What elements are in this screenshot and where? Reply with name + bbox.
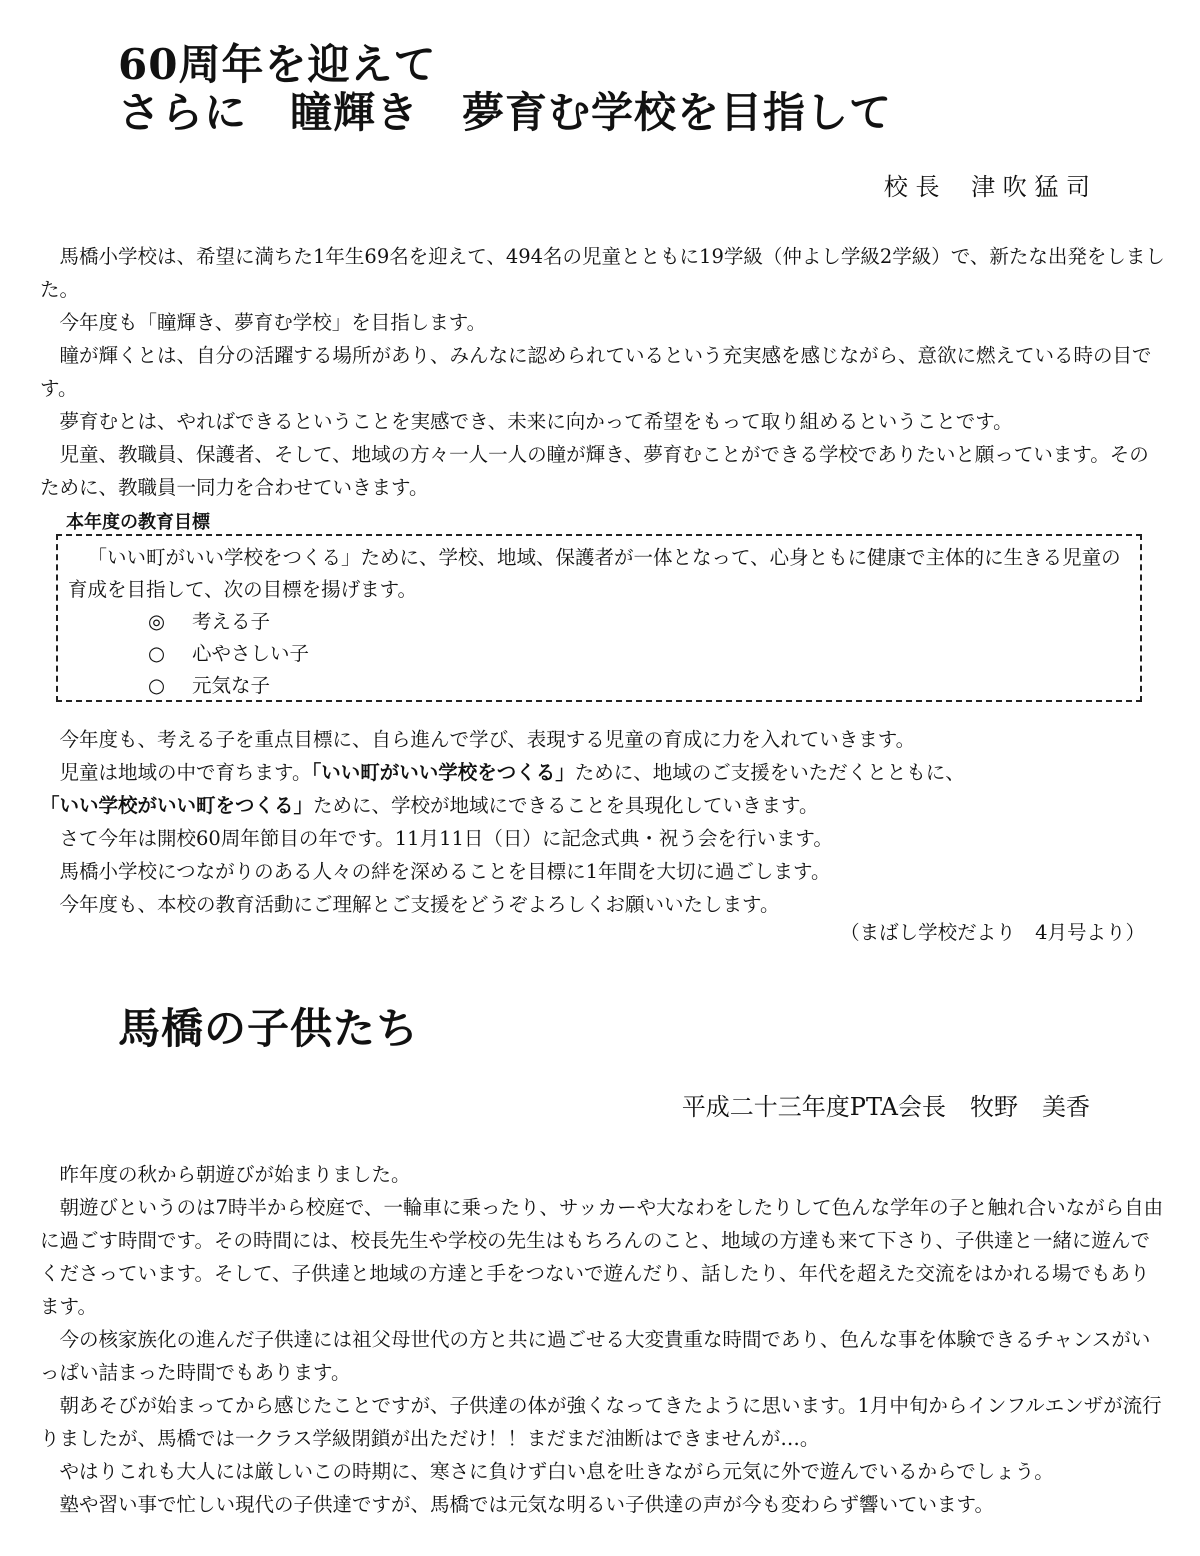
source-note: （まばし学校だより 4月号より） <box>840 921 1145 944</box>
goal-item <box>68 670 1126 702</box>
article1-paragraph: 今年度も「瞳輝き、夢育む学校」を目指します。 <box>59 311 487 334</box>
article1-title-line1: 60周年を迎えて <box>118 40 437 89</box>
goal-text: 元気な子 <box>192 674 271 697</box>
goal-text: 考える子 <box>192 610 271 633</box>
goals-box <box>56 534 1142 702</box>
article2-body <box>40 1158 1165 1521</box>
goals-intro: 「いい町がいい学校をつくる」ために、学校、地域、保護者が一体となって、心身ともに健康で主体的に生きる児童の育成を目指して、次の目標を揚げます。 <box>68 546 1121 601</box>
article1-author: 校 長 津 吹 猛 司 <box>883 173 1090 201</box>
goal-item <box>68 606 1126 638</box>
goal-mark: ◎ <box>148 610 166 633</box>
article1-paragraph <box>40 789 1165 822</box>
goal-mark: ○ <box>148 674 166 697</box>
article2-title: 馬橋の子供たち <box>118 1004 420 1053</box>
article2-paragraph: 塾や習い事で忙しい現代の子供達ですが、馬橋では元気な明るい子供達の声が今も変わらず響いています。 <box>59 1493 994 1516</box>
article1-body-after <box>40 723 1165 921</box>
article2-paragraph: やはりこれも大人には厳しいこの時期に、寒さに負けず白い息を吐きながら元気に外で遊んでいるからでしょう。 <box>59 1460 1054 1483</box>
article2-paragraph: 昨年度の秋から朝遊びが始まりました。 <box>59 1163 411 1186</box>
article1-paragraph: 馬橋小学校は、希望に満ちた1年生69名を迎えて、494名の児童とともに19学級（仲よし学級2学級）で、新たな出発をしました。 <box>40 245 1165 301</box>
text-span: ために、地域のご支援をいただくとともに、 <box>574 761 965 784</box>
article2-author: 平成二十三年度PTA会長 牧野 美香 <box>681 1093 1090 1121</box>
goal-text: 心やさしい子 <box>192 642 310 665</box>
article1-paragraph <box>40 756 1165 789</box>
goal-mark: ○ <box>148 642 166 665</box>
article1-paragraph: 今年度も、考える子を重点目標に、自ら進んで学び、表現する児童の育成に力を入れていきます。 <box>59 728 916 751</box>
highlight-phrase: 「いい町がいい学校をつくる」 <box>311 761 575 784</box>
article1-paragraph: 児童、教職員、保護者、そして、地域の方々一人一人の瞳が輝き、夢育むことができる学校でありたいと願っています。そのために、教職員一同力を合わせていきます。 <box>40 443 1149 499</box>
article1-paragraph: さて今年は開校60周年節目の年です。11月11日（日）に記念式典・祝う会を行います。 <box>59 827 833 850</box>
article1-title-line2: さらに 瞳輝き 夢育む学校を目指して <box>118 88 893 137</box>
highlight-phrase: 「いい学校がいい町をつくる」 <box>40 794 314 817</box>
article2-paragraph: 今の核家族化の進んだ子供達には祖父母世代の方と共に過ごせる大変貴重な時間であり、色んな事を体験できるチャンスがいっぱい詰まった時間でもあります。 <box>40 1328 1151 1384</box>
goal-item <box>68 638 1126 670</box>
article1-paragraph: 馬橋小学校につながりのある人々の絆を深めることを目標に1年間を大切に過ごします。 <box>59 860 831 883</box>
text-span: ために、学校が地域にできることを具現化していきます。 <box>313 794 819 817</box>
article1-paragraph: 夢育むとは、やればできるということを実感でき、未来に向かって希望をもって取り組めるということです。 <box>59 410 1013 433</box>
article1-paragraph: 瞳が輝くとは、自分の活躍する場所があり、みんなに認められているという充実感を感じながら、意欲に燃えている時の目です。 <box>40 344 1152 400</box>
article1-body <box>40 240 1165 504</box>
text-span: 児童は地域の中で育ちます。 <box>59 761 312 784</box>
article2-paragraph: 朝あそびが始まってから感じたことですが、子供達の体が強くなってきたように思います。1月中旬からインフルエンザが流行りましたが、馬橋では一クラス学級閉鎖が出ただけ！！まだまだ油断はできませんが…。 <box>40 1394 1162 1450</box>
article2-paragraph: 朝遊びというのは7時半から校庭で、一輪車に乗ったり、サッカーや大なわをしたりして色んな学年の子と触れ合いながら自由に過ごす時間です。その時間には、校長先生や学校の先生はもちろんのこと、地域の方達も来て下さり、子供達と一緒に遊んでくださっています。そして、子供達と地域の方達と手をつないで遊んだり、話したり、年代を超えた交流をはかれる場でもあります。 <box>40 1196 1164 1318</box>
article1-paragraph: 今年度も、本校の教育活動にご理解とご支援をどうぞよろしくお願いいたします。 <box>59 893 780 916</box>
goals-heading: 本年度の教育目標 <box>66 512 210 533</box>
